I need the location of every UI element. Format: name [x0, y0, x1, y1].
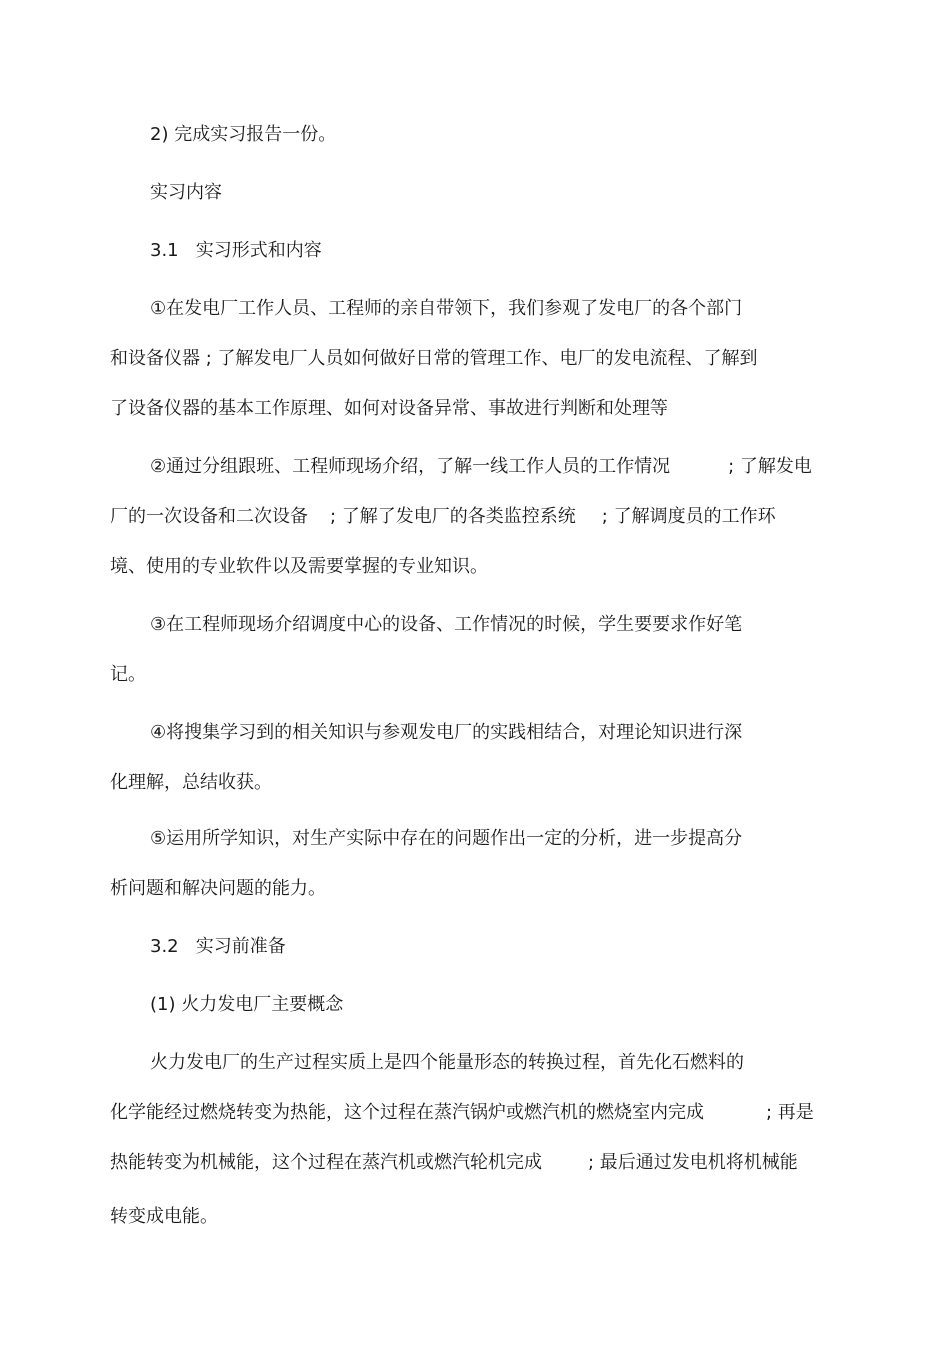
paragraph-line: [110, 1150, 798, 1176]
paragraph-line: [110, 504, 776, 530]
paragraph-line: [110, 1100, 814, 1126]
text-run: 热能转变为机械能，这个过程在蒸汽机或燃汽轮机完成: [110, 1152, 542, 1173]
text-run: ②通过分组跟班、工程师现场介绍，了解一线工作人员的工作情况: [150, 456, 671, 477]
paragraph-line: ④将搜集学习到的相关知识与参观发电厂的实践相结合，对理论知识进行深: [150, 722, 743, 743]
section-heading-3-1: 3.1 实习形式和内容: [150, 240, 322, 261]
text-run: ; 了解了发电厂的各类监控系统: [330, 506, 576, 527]
section-heading-content: 实习内容: [150, 182, 222, 203]
paragraph-line: 记。: [110, 664, 146, 685]
text-run: ; 最后通过发电机将机械能: [588, 1152, 798, 1173]
text-run: ; 了解调度员的工作环: [601, 506, 776, 527]
paragraph-line: 火力发电厂的生产过程实质上是四个能量形态的转换过程，首先化石燃料的: [150, 1052, 744, 1073]
paragraph-line: ①在发电厂工作人员、工程师的亲自带领下，我们参观了发电厂的各个部门: [150, 298, 743, 319]
list-item-report: 2) 完成实习报告一份。: [150, 124, 337, 145]
paragraph-line: ③在工程师现场介绍调度中心的设备、工作情况的时候，学生要要求作好笔: [150, 614, 743, 635]
text-run: ; 了解发电: [728, 456, 812, 477]
text-run: 厂的一次设备和二次设备: [110, 506, 308, 527]
paragraph-line: 转变成电能。: [110, 1206, 218, 1227]
paragraph-line: 了设备仪器的基本工作原理、如何对设备异常、事故进行判断和处理等: [110, 398, 668, 419]
paragraph-line: 和设备仪器 ; 了解发电厂人员如何做好日常的管理工作、电厂的发电流程、了解到: [110, 348, 758, 369]
section-heading-3-2: 3.2 实习前准备: [150, 936, 286, 957]
subheading-thermal-plant: (1) 火力发电厂主要概念: [150, 994, 344, 1015]
paragraph-line: ⑤运用所学知识，对生产实际中存在的问题作出一定的分析，进一步提高分: [150, 828, 743, 849]
text-run: 化学能经过燃烧转变为热能，这个过程在蒸汽锅炉或燃汽机的燃烧室内完成: [110, 1102, 704, 1123]
text-run: ; 再是: [766, 1102, 814, 1123]
paragraph-line: 化理解，总结收获。: [110, 772, 272, 793]
paragraph-line: 析问题和解决问题的能力。: [110, 878, 326, 899]
paragraph-line: [150, 454, 812, 480]
paragraph-line: 境、使用的专业软件以及需要掌握的专业知识。: [110, 556, 488, 577]
